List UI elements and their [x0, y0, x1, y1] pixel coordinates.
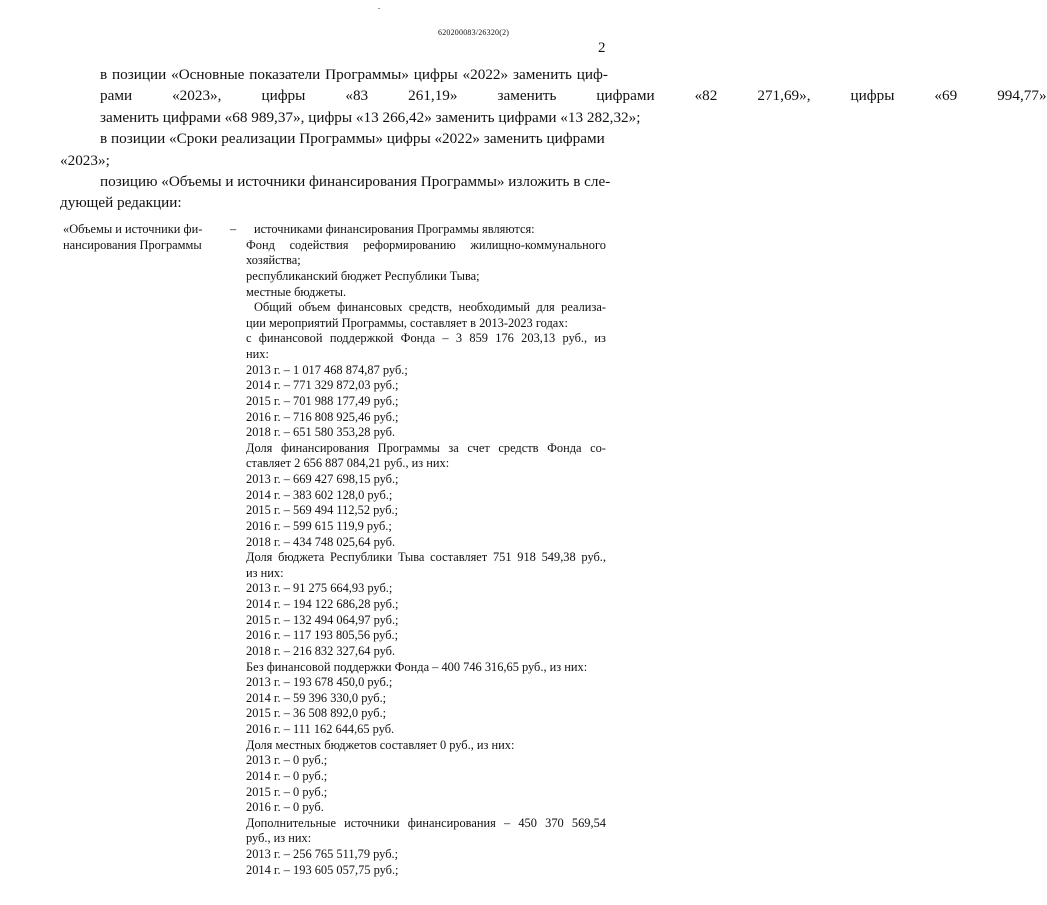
financing-word: объем [298, 300, 331, 315]
financing-text [246, 222, 606, 878]
financing-line: 2014 г. – 193 605 057,75 руб.; [246, 862, 399, 877]
financing-word: из [594, 331, 606, 346]
financing-word: 859 [469, 331, 488, 346]
financing-word: Фонда [400, 331, 436, 346]
financing-line: 2014 г. – 194 122 686,28 руб.; [246, 597, 399, 611]
intro-line: в позиции «Сроки реализации Программы» цифры «2022» заменить цифрами [100, 130, 605, 148]
document-id: 620200083/26320(2) [438, 28, 510, 37]
financing-word: руб., [581, 550, 606, 565]
financing-line [246, 441, 606, 457]
financing-word: 3 [455, 331, 463, 346]
financing-line: 2013 г. – 91 275 664,93 руб.; [246, 581, 393, 596]
intro-word: цифры [850, 87, 895, 105]
financing-line: 2015 г. – 569 494 112,52 руб.; [246, 503, 399, 518]
intro-word: циф- [576, 66, 608, 83]
intro-line: «2023»; [60, 151, 110, 169]
financing-line: 2016 г. – 117 193 805,56 руб.; [246, 628, 399, 643]
financing-word: – [442, 331, 449, 346]
financing-word: счет [467, 440, 490, 455]
financing-word: Дополнительные [246, 815, 336, 830]
financing-word: 450 [518, 815, 537, 830]
intro-line: позицию «Объемы и источники финансирования Программы» изложить в сле- [100, 173, 611, 191]
financing-line: 2015 г. – 132 494 064,97 руб.; [246, 612, 399, 627]
financing-line: 2014 г. – 59 396 330,0 руб.; [246, 690, 387, 705]
intro-word: 994,77» [997, 87, 1047, 105]
financing-line: 2015 г. – 701 988 177,49 руб.; [246, 393, 399, 408]
financing-word: Доля [246, 440, 273, 455]
financing-line [246, 550, 606, 566]
financing-line: 2015 г. – 36 508 892,0 руб.; [246, 706, 387, 721]
intro-word: «69 [934, 87, 958, 105]
intro-line: дующей редакции: [60, 194, 182, 212]
amendment-intro [60, 64, 1047, 214]
financing-line: 2016 г. – 0 руб. [246, 800, 324, 815]
financing-word: 918 [517, 550, 536, 565]
financing-word: финансирования [280, 440, 370, 455]
intro-word: заменить [512, 66, 572, 83]
intro-word: рами [100, 87, 133, 105]
financing-line: 2016 г. – 599 615 119,9 руб.; [246, 518, 392, 533]
page-number: 2 [598, 40, 606, 56]
financing-word: Фонд [246, 237, 275, 252]
financing-line: 2014 г. – 0 руб.; [246, 768, 328, 783]
financing-line [246, 816, 606, 832]
financing-word: реализа- [561, 300, 606, 315]
position-label [63, 222, 223, 253]
financing-word: руб., [562, 331, 588, 346]
financing-line [246, 331, 606, 347]
financing-word: Программы [377, 440, 440, 455]
financing-line: 2013 г. – 0 руб.; [246, 753, 328, 768]
intro-word: «2023», [172, 87, 222, 105]
intro-word: позиции [112, 66, 167, 83]
financing-word: источники [344, 815, 400, 830]
intro-word: «2022» [462, 66, 509, 83]
financing-line: 2014 г. – 383 602 128,0 руб.; [246, 487, 393, 502]
financing-word: 370 [545, 815, 564, 830]
intro-word: цифры [413, 66, 458, 83]
financing-line: хозяйства; [246, 253, 301, 268]
scan-speck [378, 8, 380, 9]
intro-word: «83 [345, 87, 369, 105]
position-dash: – [230, 222, 237, 236]
intro-word: 261,19» [408, 87, 458, 105]
financing-line: республиканский бюджет Республики Тыва; [246, 268, 480, 283]
financing-line: 2018 г. – 434 748 025,64 руб. [246, 534, 396, 549]
financing-line: источниками финансирования Программы являются: [254, 222, 535, 236]
financing-word: Тыва [397, 550, 425, 565]
intro-paragraph-3 [60, 171, 611, 214]
intro-word: цифрами [596, 87, 655, 105]
intro-line [60, 64, 608, 85]
financing-line: Без финансовой поддержки Фонда – 400 746 316,65 руб., из них: [246, 659, 588, 674]
financing-line: Доля местных бюджетов составляет 0 руб., из них: [246, 737, 515, 752]
financing-word: бюджета [278, 550, 325, 565]
financing-word: средств, [408, 300, 453, 315]
financing-word: составляет [430, 550, 488, 565]
financing-line: 2013 г. – 669 427 698,15 руб.; [246, 472, 399, 486]
financing-word: финансовой [258, 331, 323, 346]
financing-line: 2016 г. – 716 808 925,46 руб.; [246, 409, 399, 424]
position-label-line: нансирования Программы [63, 237, 202, 252]
position-label-line: «Объемы и источники фи- [63, 222, 203, 236]
financing-word: 549,38 [541, 550, 576, 565]
financing-word: с [246, 331, 252, 346]
financing-word: 751 [492, 550, 512, 565]
financing-word: 176 [495, 331, 514, 346]
financing-line: 2013 г. – 1 017 468 874,87 руб.; [246, 362, 408, 377]
financing-line: 2018 г. – 216 832 327,64 руб. [246, 643, 396, 658]
financing-line: местные бюджеты. [246, 284, 347, 299]
financing-word: необходимый [458, 300, 531, 315]
intro-word: заменить [497, 87, 557, 105]
financing-line: 2014 г. – 771 329 872,03 руб.; [246, 378, 399, 393]
financing-word: реформированию [363, 237, 456, 252]
intro-line: заменить цифрами «68 989,37», цифры «13 266,42» заменить цифрами «13 282,32»; [100, 108, 641, 126]
financing-line [246, 238, 606, 254]
financing-word: 203,13 [521, 331, 556, 346]
intro-word: цифры [261, 87, 306, 105]
financing-word: финансовых [336, 300, 403, 315]
financing-word: за [448, 440, 459, 455]
financing-line: 2013 г. – 256 765 511,79 руб.; [246, 847, 399, 861]
financing-line: 2013 г. – 193 678 450,0 руб.; [246, 675, 393, 690]
financing-line: 2016 г. – 111 162 644,65 руб. [246, 722, 395, 736]
financing-word: Общий [254, 300, 293, 315]
intro-paragraph-2 [60, 128, 608, 171]
financing-word: – [503, 815, 511, 830]
financing-line [246, 300, 606, 316]
intro-line [60, 85, 1047, 106]
financing-word: Республики [330, 550, 393, 565]
financing-line: 2018 г. – 651 580 353,28 руб. [246, 425, 396, 440]
intro-word: показатели [249, 66, 321, 83]
financing-line: них: [246, 347, 269, 361]
financing-word: средств [498, 440, 539, 455]
financing-word: 569,54 [571, 815, 606, 830]
financing-word: финансирования [407, 815, 496, 830]
intro-word: в [100, 66, 108, 83]
financing-word: Доля [246, 550, 273, 565]
intro-word: Программы» [325, 66, 409, 83]
financing-line: ставляет 2 656 887 084,21 руб., из них: [246, 456, 450, 471]
financing-line: из них: [246, 565, 284, 580]
financing-word: Фонда [547, 440, 582, 455]
intro-word: «82 [694, 87, 718, 105]
intro-word: 271,69», [757, 87, 811, 105]
financing-line: 2015 г. – 0 руб.; [246, 784, 328, 799]
financing-word: для [536, 300, 555, 315]
financing-word: жилищно-коммунального [470, 237, 606, 252]
financing-line: руб., из них: [246, 831, 312, 846]
intro-paragraph-1 [60, 64, 1047, 128]
financing-word: содействия [289, 237, 349, 252]
financing-word: со- [590, 440, 606, 455]
financing-line: ции мероприятий Программы, составляет в 2013-2023 годах: [246, 315, 568, 330]
financing-word: поддержкой [329, 331, 394, 346]
intro-word: «Основные [171, 66, 245, 83]
